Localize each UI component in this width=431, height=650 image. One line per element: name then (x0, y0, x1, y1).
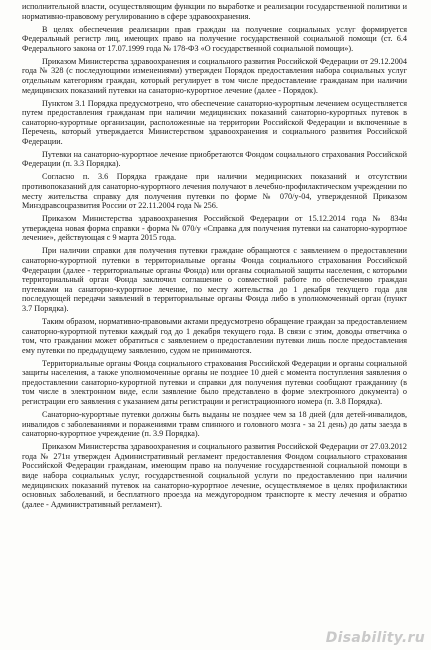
site-watermark: Disability.ru (325, 630, 425, 646)
document-body (22, 2, 407, 509)
paragraph-3: Приказом Министерства здравоохранения и социального развития Российской Федерации от 29.12.2004 года № 328 (с последующими изменениями) утвержден Порядок предоставления набора социальных услуг отдельным категориям граждан, который регулирует в том числе предоставление гражданам при наличии медицинских показаний путевки на санаторно-курортное лечение (далее - Порядок). (22, 56, 407, 95)
paragraph-1: исполнительной власти, осуществляющим функции по выработке и реализации государственной политики и нормативно-правовому регулированию в сфере здравоохранения. (22, 2, 407, 21)
paragraph-6: Согласно п. 3.6 Порядка граждане при наличии медицинских показаний и отсутствии противопоказаний для санаторно-курортного лечения получают в лечебно-профилактическом учреждении по месту жительства справку для получения путевки по форме № 070/у-04, утвержденной Приказом Минздравсоцразвития России от 22.11.2004 года № 256. (22, 172, 407, 211)
paragraph-8: При наличии справки для получения путевки граждане обращаются с заявлением о предоставлении санаторно-курортной путевки в территориальные органы Фонда социального страхования Российской Федерации (далее - территориальные органы Фонда) или органы социальной защиты населения, с которыми территориальный орган Фонда заключил соглашение о совместной работе по обеспечению граждан путевками на санаторно-курортное лечение, по месту жительства до 1 декабря текущего года для последующей передачи заявлений в территориальные органы Фонда либо в уполномоченный орган (пункт 3.7 Порядка). (22, 246, 407, 313)
paragraph-10: Территориальные органы Фонда социального страхования Российской Федерации и органы социальной защиты населения, а также уполномоченные органы не позднее 10 дней с момента поступления заявления о предоставлении санаторно-курортной путевки и справки для получения путевки сообщают гражданину (в том числе в электронном виде, если заявление было представлено в форме электронного документа) о регистрации его заявления с указанием даты регистрации и регистрационного номера (п. 3.8 Порядка). (22, 358, 407, 407)
paragraph-4: Пунктом 3.1 Порядка предусмотрено, что обеспечение санаторно-курортным лечением осуществляется путем предоставления гражданам при наличии медицинских показаний санаторно-курортных путевок в санаторно-курортные организации, расположенные на территории Российской Федерации и включенные в Перечень, который утверждается Министерством здравоохранения и социального развития Российской Федерации. (22, 98, 407, 146)
paragraph-2: В целях обеспечения реализации прав граждан на получение социальных услуг формируется Федеральный регистр лиц, имеющих право на получение государственной социальной помощи (ст. 6.4 Федерального закона от 17.07.1999 года № 178-ФЗ «О государственной социальной помощи»). (22, 24, 407, 53)
paragraph-11: Санаторно-курортные путевки должны быть выданы не позднее чем за 18 дней (для детей-инвалидов, инвалидов с заболеваниями и поражениями травм спинного и головного мозга - за 21 день) до даты заезда в санаторно-курортное учреждение (п. 3.9 Порядка). (22, 410, 407, 439)
paragraph-7: Приказом Министерства здравоохранения Российской Федерации от 15.12.2014 года № 834н утверждена новая форма справки - форма № 070/у «Справка для получения путевки на санаторно-курортное лечение», действующая с 9 марта 2015 года. (22, 214, 407, 243)
paragraph-9: Таким образом, нормативно-правовыми актами предусмотрено обращение граждан за предоставлением санаторно-курортной путевки каждый год до 1 декабря текущего года. В связи с этим, доводы ответчика о том, что гражданин может обратиться с заявлением о предоставлении путевки лишь после предоставления ему путевки по предыдущему заявлению, судом не принимаются. (22, 316, 407, 355)
paragraph-5: Путевки на санаторно-курортное лечение приобретаются Фондом социального страхования Российской Федерации (п. 3.3 Порядка). (22, 149, 407, 169)
paragraph-12: Приказом Министерства здравоохранения и социального развития Российской Федерации от 27.03.2012 года № 271н утвержден Административный регламент предоставления Фондом социального страхования Российской Федерации гражданам, имеющим право на получение государственной социальной помощи в виде набора социальных услуг, государственной социальной услуги по предоставлению при наличии медицинских показаний путевок на санаторно-курортное лечение, осуществляемое в целях профилактики основных заболеваний, и бесплатного проезда на междугородном транспорте к месту лечения и обратно (далее - Административный регламент). (22, 442, 407, 509)
